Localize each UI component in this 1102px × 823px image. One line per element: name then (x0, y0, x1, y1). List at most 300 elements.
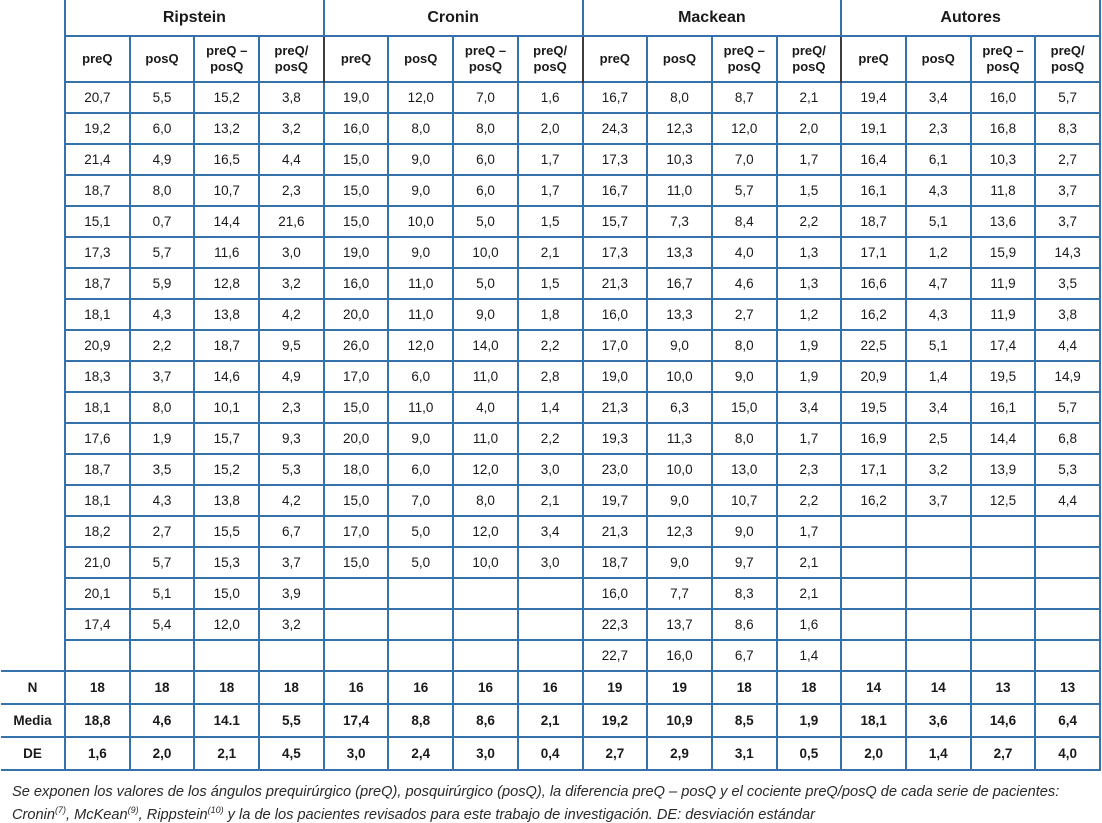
data-cell: 8,4 (712, 206, 777, 237)
data-cell: 2,7 (712, 299, 777, 330)
data-cell: 14,4 (971, 423, 1036, 454)
summary-cell: 2,7 (583, 737, 648, 770)
data-cell: 1,7 (777, 144, 842, 175)
row-label-cell (1, 268, 65, 299)
data-cell: 8,0 (453, 113, 518, 144)
data-cell: 22,5 (841, 330, 906, 361)
data-cell: 8,0 (453, 485, 518, 516)
data-cell: 12,0 (388, 330, 453, 361)
data-cell: 3,0 (259, 237, 324, 268)
data-cell: 15,2 (194, 454, 259, 485)
data-cell: 12,0 (453, 454, 518, 485)
col-header (583, 36, 648, 82)
data-cell: 0,7 (130, 206, 195, 237)
data-cell: 2,0 (518, 113, 583, 144)
data-cell: 17,4 (65, 609, 130, 640)
group-header-autores: Autores (841, 0, 1100, 36)
data-cell: 10,7 (194, 175, 259, 206)
data-cell: 5,0 (453, 206, 518, 237)
data-cell: 1,9 (777, 330, 842, 361)
data-cell: 1,9 (777, 361, 842, 392)
data-cell: 3,4 (906, 82, 971, 113)
data-cell: 9,0 (647, 547, 712, 578)
data-cell: 19,0 (324, 82, 389, 113)
data-cell: 8,0 (130, 392, 195, 423)
data-cell: 18,2 (65, 516, 130, 547)
data-cell: 16,8 (971, 113, 1036, 144)
data-cell: 1,4 (518, 392, 583, 423)
data-cell: 13,9 (971, 454, 1036, 485)
summary-cell: 16 (518, 671, 583, 704)
data-cell (1035, 578, 1100, 609)
angles-table (1, 0, 1101, 771)
summary-cell: 19 (583, 671, 648, 704)
col-header-line: preQ/ (274, 43, 309, 59)
row-label-cell (1, 454, 65, 485)
data-cell: 6,1 (906, 144, 971, 175)
data-cell: 18,7 (194, 330, 259, 361)
summary-cell: 3,1 (712, 737, 777, 770)
data-cell: 17,1 (841, 454, 906, 485)
table-row (1, 609, 1100, 640)
summary-cell: 2,9 (647, 737, 712, 770)
data-cell: 5,0 (453, 268, 518, 299)
data-cell: 15,5 (194, 516, 259, 547)
data-cell: 3,2 (259, 609, 324, 640)
data-cell: 2,3 (906, 113, 971, 144)
data-cell: 1,4 (777, 640, 842, 671)
data-cell: 17,3 (583, 144, 648, 175)
data-cell (906, 578, 971, 609)
data-cell: 16,0 (583, 578, 648, 609)
table-row (1, 392, 1100, 423)
summary-cell: 17,4 (324, 704, 389, 737)
data-cell: 8,0 (712, 423, 777, 454)
data-cell: 1,3 (777, 237, 842, 268)
data-cell: 21,4 (65, 144, 130, 175)
data-cell: 13,2 (194, 113, 259, 144)
data-cell: 2,7 (130, 516, 195, 547)
data-cell: 4,0 (453, 392, 518, 423)
summary-cell: 19,2 (583, 704, 648, 737)
data-cell: 13,7 (647, 609, 712, 640)
data-cell: 4,3 (130, 485, 195, 516)
data-cell: 19,5 (971, 361, 1036, 392)
citation-superscript: (9) (127, 804, 139, 815)
data-cell: 5,1 (906, 330, 971, 361)
summary-cell: 18 (130, 671, 195, 704)
data-cell (324, 640, 389, 671)
summary-cell: 1,6 (65, 737, 130, 770)
data-cell: 4,4 (259, 144, 324, 175)
data-cell: 16,9 (841, 423, 906, 454)
data-cell (259, 640, 324, 671)
data-cell: 19,3 (583, 423, 648, 454)
summary-cell: 4,0 (1035, 737, 1100, 770)
data-cell: 2,1 (518, 237, 583, 268)
data-cell: 3,8 (259, 82, 324, 113)
data-cell (841, 640, 906, 671)
data-cell: 6,7 (259, 516, 324, 547)
data-cell (906, 640, 971, 671)
table-row (1, 237, 1100, 268)
row-label-cell (1, 361, 65, 392)
col-header-line: preQ (340, 51, 372, 67)
summary-row-n (1, 671, 1100, 704)
group-header-mackean: Mackean (583, 0, 842, 36)
col-header (518, 36, 583, 82)
data-cell: 9,0 (712, 361, 777, 392)
data-cell: 5,7 (130, 547, 195, 578)
summary-cell: 14.1 (194, 704, 259, 737)
col-header (259, 36, 324, 82)
data-cell: 3,5 (130, 454, 195, 485)
data-cell: 9,0 (712, 516, 777, 547)
table-row (1, 578, 1100, 609)
summary-cell: 18 (259, 671, 324, 704)
summary-cell: 3,0 (453, 737, 518, 770)
data-cell: 2,3 (259, 175, 324, 206)
data-cell: 16,6 (841, 268, 906, 299)
data-cell: 14,3 (1035, 237, 1100, 268)
data-cell: 21,3 (583, 268, 648, 299)
data-cell: 17,1 (841, 237, 906, 268)
data-cell: 19,1 (841, 113, 906, 144)
summary-row-de (1, 737, 1100, 770)
data-cell: 6,8 (1035, 423, 1100, 454)
table-row (1, 640, 1100, 671)
data-cell: 13,6 (971, 206, 1036, 237)
data-cell: 12,0 (453, 516, 518, 547)
data-cell: 11,0 (453, 361, 518, 392)
data-cell: 15,7 (583, 206, 648, 237)
data-cell: 3,5 (1035, 268, 1100, 299)
data-cell: 15,0 (324, 175, 389, 206)
summary-cell: 2,0 (130, 737, 195, 770)
col-header (1035, 36, 1100, 82)
data-cell: 6,3 (647, 392, 712, 423)
data-cell: 16,1 (841, 175, 906, 206)
data-cell: 5,3 (259, 454, 324, 485)
corner-cell (1, 0, 65, 36)
data-cell: 6,0 (388, 454, 453, 485)
data-cell: 15,0 (712, 392, 777, 423)
data-cell: 1,8 (518, 299, 583, 330)
data-cell: 5,3 (1035, 454, 1100, 485)
data-cell: 17,0 (583, 330, 648, 361)
data-cell: 17,3 (65, 237, 130, 268)
col-header-line: preQ – (723, 43, 765, 59)
table-row (1, 144, 1100, 175)
data-cell: 12,0 (388, 82, 453, 113)
data-cell: 15,9 (971, 237, 1036, 268)
data-cell: 15,0 (324, 547, 389, 578)
data-cell: 18,7 (841, 206, 906, 237)
data-cell: 1,7 (777, 516, 842, 547)
data-cell: 13,3 (647, 237, 712, 268)
data-cell: 15,0 (324, 206, 389, 237)
col-header-line: posQ (727, 59, 761, 74)
data-cell (518, 609, 583, 640)
group-header-cronin: Cronin (324, 0, 583, 36)
col-header-line: preQ (82, 51, 113, 67)
caption-text: , Rippstein (138, 806, 208, 823)
table-row (1, 82, 1100, 113)
data-cell (1035, 640, 1100, 671)
data-cell: 2,2 (130, 330, 195, 361)
data-cell: 1,3 (777, 268, 842, 299)
col-header-line: preQ (599, 51, 631, 67)
row-label-cell (1, 640, 65, 671)
data-cell: 9,5 (259, 330, 324, 361)
summary-cell: 1,4 (906, 737, 971, 770)
summary-cell: 18,8 (65, 704, 130, 737)
citation-superscript: (7) (55, 804, 66, 815)
data-cell (1035, 609, 1100, 640)
col-header-line: preQ – (206, 43, 248, 59)
data-cell: 19,0 (583, 361, 648, 392)
summary-cell: 2,7 (971, 737, 1036, 770)
data-cell: 4,3 (130, 299, 195, 330)
data-cell: 9,0 (388, 144, 453, 175)
data-cell: 3,9 (259, 578, 324, 609)
data-cell: 9,7 (712, 547, 777, 578)
data-cell: 18,7 (583, 547, 648, 578)
summary-row-media (1, 704, 1100, 737)
row-label-cell (1, 392, 65, 423)
col-header-line: preQ/ (1050, 43, 1085, 59)
data-cell (194, 640, 259, 671)
col-header-line: posQ (533, 59, 567, 74)
table-row (1, 423, 1100, 454)
data-cell: 17,3 (583, 237, 648, 268)
data-cell: 5,9 (130, 268, 195, 299)
data-cell: 11,3 (647, 423, 712, 454)
data-cell: 17,0 (324, 361, 389, 392)
data-cell: 7,3 (647, 206, 712, 237)
data-cell: 3,4 (518, 516, 583, 547)
data-cell: 8,0 (712, 330, 777, 361)
data-cell: 1,5 (518, 206, 583, 237)
data-cell: 4,3 (906, 175, 971, 206)
summary-cell: 0,5 (777, 737, 842, 770)
row-label-cell (1, 206, 65, 237)
data-cell: 21,3 (583, 516, 648, 547)
data-cell: 15,1 (65, 206, 130, 237)
data-cell: 18,7 (65, 454, 130, 485)
data-cell: 16,0 (647, 640, 712, 671)
data-cell: 16,0 (324, 113, 389, 144)
summary-cell: 8,8 (388, 704, 453, 737)
data-cell (841, 547, 906, 578)
data-cell: 8,3 (712, 578, 777, 609)
col-header-line: preQ – (982, 43, 1024, 59)
col-header (453, 36, 518, 82)
summary-cell: 4,6 (130, 704, 195, 737)
data-cell: 4,9 (259, 361, 324, 392)
table-row (1, 206, 1100, 237)
data-cell: 16,4 (841, 144, 906, 175)
data-cell: 4,6 (712, 268, 777, 299)
data-cell (518, 578, 583, 609)
data-cell: 15,0 (194, 578, 259, 609)
data-cell: 2,2 (777, 206, 842, 237)
col-header (194, 36, 259, 82)
data-cell: 5,1 (130, 578, 195, 609)
summary-label: Media (1, 704, 65, 737)
row-label-cell (1, 299, 65, 330)
data-cell: 13,3 (647, 299, 712, 330)
data-cell: 21,3 (583, 392, 648, 423)
data-cell: 6,0 (453, 144, 518, 175)
data-cell: 1,6 (777, 609, 842, 640)
col-header-line: preQ (858, 51, 889, 67)
data-cell: 2,7 (1035, 144, 1100, 175)
table-head (1, 0, 1100, 82)
summary-cell: 18,1 (841, 704, 906, 737)
col-header (324, 36, 389, 82)
data-cell: 15,0 (324, 485, 389, 516)
data-cell: 16,7 (647, 268, 712, 299)
data-cell: 8,3 (1035, 113, 1100, 144)
data-cell: 5,4 (130, 609, 195, 640)
data-cell: 15,0 (324, 392, 389, 423)
data-cell: 1,7 (518, 144, 583, 175)
col-header (65, 36, 130, 82)
data-cell: 3,2 (259, 268, 324, 299)
data-cell (906, 516, 971, 547)
summary-label: DE (1, 737, 65, 770)
data-cell (518, 640, 583, 671)
data-cell: 13,8 (194, 485, 259, 516)
data-cell: 23,0 (583, 454, 648, 485)
data-cell: 5,0 (388, 547, 453, 578)
col-header-line: posQ (468, 59, 503, 74)
table-row (1, 113, 1100, 144)
data-cell: 15,7 (194, 423, 259, 454)
col-header-line: posQ (1051, 59, 1085, 74)
data-cell: 8,7 (712, 82, 777, 113)
data-cell: 5,0 (388, 516, 453, 547)
data-cell: 10,0 (388, 206, 453, 237)
data-cell: 7,7 (647, 578, 712, 609)
caption-text: y la de los pacientes revisados para este trabajo de investigación. DE: desviación estándar (223, 806, 816, 823)
data-cell: 5,7 (712, 175, 777, 206)
data-cell: 2,1 (777, 82, 842, 113)
group-header-row (1, 0, 1100, 36)
data-cell: 3,7 (130, 361, 195, 392)
data-cell (453, 640, 518, 671)
data-cell: 2,3 (777, 454, 842, 485)
col-header-line: posQ (662, 51, 697, 67)
table-row (1, 175, 1100, 206)
data-cell: 16,7 (583, 175, 648, 206)
row-label-cell (1, 82, 65, 113)
data-cell: 11,8 (971, 175, 1036, 206)
data-cell: 17,6 (65, 423, 130, 454)
data-cell: 6,0 (388, 361, 453, 392)
data-cell (453, 578, 518, 609)
summary-cell: 3,6 (906, 704, 971, 737)
data-cell: 2,1 (518, 485, 583, 516)
data-cell: 1,5 (518, 268, 583, 299)
data-cell: 2,8 (518, 361, 583, 392)
data-cell: 9,0 (388, 175, 453, 206)
data-cell (324, 578, 389, 609)
data-cell (841, 516, 906, 547)
data-cell: 16,0 (324, 268, 389, 299)
table-row (1, 485, 1100, 516)
data-cell: 19,7 (583, 485, 648, 516)
data-cell: 6,7 (712, 640, 777, 671)
data-cell (906, 547, 971, 578)
column-header-row (1, 36, 1100, 82)
data-cell: 12,0 (712, 113, 777, 144)
data-cell (841, 578, 906, 609)
data-cell: 18,7 (65, 175, 130, 206)
data-cell: 4,4 (1035, 485, 1100, 516)
data-cell: 8,0 (647, 82, 712, 113)
data-cell: 8,6 (712, 609, 777, 640)
col-header-line: posQ (274, 59, 309, 74)
data-cell: 16,2 (841, 485, 906, 516)
table-row (1, 330, 1100, 361)
data-cell: 7,0 (453, 82, 518, 113)
data-cell: 19,2 (65, 113, 130, 144)
summary-cell: 2,4 (388, 737, 453, 770)
col-header (130, 36, 195, 82)
data-cell (324, 609, 389, 640)
summary-cell: 16 (324, 671, 389, 704)
data-cell: 8,0 (388, 113, 453, 144)
row-label-cell (1, 330, 65, 361)
data-cell: 20,0 (324, 299, 389, 330)
data-cell: 20,1 (65, 578, 130, 609)
data-cell: 18,1 (65, 392, 130, 423)
data-cell: 9,0 (647, 330, 712, 361)
summary-cell: 14,6 (971, 704, 1036, 737)
row-label-cell (1, 578, 65, 609)
data-cell: 4,2 (259, 485, 324, 516)
data-cell: 16,0 (971, 82, 1036, 113)
data-cell: 2,3 (259, 392, 324, 423)
col-header-line: posQ (210, 59, 244, 74)
col-header-line: posQ (404, 51, 438, 67)
col-header-line: preQ/ (791, 43, 826, 59)
data-cell: 19,4 (841, 82, 906, 113)
data-cell: 12,8 (194, 268, 259, 299)
data-cell: 2,0 (777, 113, 842, 144)
data-cell: 3,2 (259, 113, 324, 144)
data-cell: 2,2 (518, 423, 583, 454)
caption-text: , McKean (66, 806, 128, 823)
table-row (1, 454, 1100, 485)
data-cell: 15,3 (194, 547, 259, 578)
data-cell: 11,6 (194, 237, 259, 268)
col-header (388, 36, 453, 82)
row-label-cell (1, 547, 65, 578)
data-cell: 10,3 (647, 144, 712, 175)
data-cell: 5,1 (906, 206, 971, 237)
data-cell: 16,5 (194, 144, 259, 175)
data-cell (906, 609, 971, 640)
citation-superscript: (10) (207, 804, 224, 815)
summary-cell: 2,0 (841, 737, 906, 770)
data-cell: 9,0 (388, 423, 453, 454)
data-cell: 6,0 (130, 113, 195, 144)
data-cell (841, 609, 906, 640)
summary-cell: 18 (194, 671, 259, 704)
